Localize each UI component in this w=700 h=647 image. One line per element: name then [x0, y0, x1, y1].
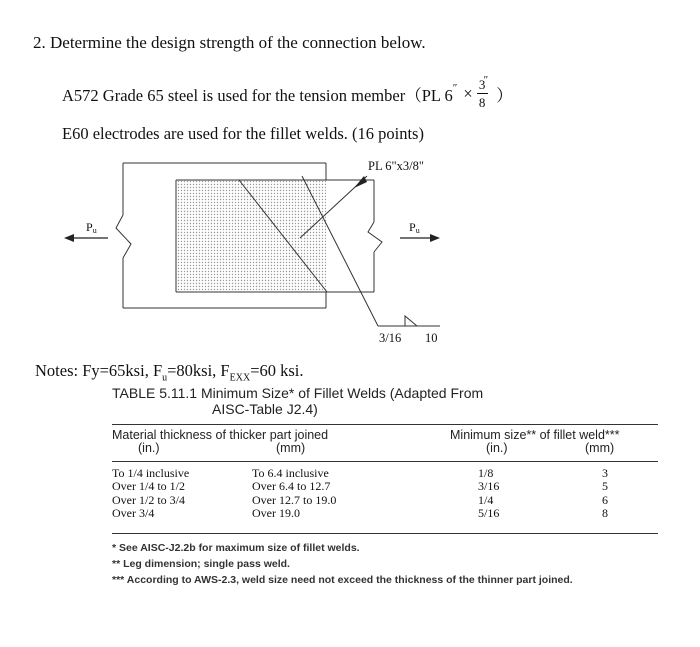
table-top-rule: [112, 424, 658, 425]
header-material-thickness-label: Material thickness of thicker part joined: [112, 428, 329, 442]
question-title: 2. Determine the design strength of the connection below.: [33, 33, 426, 52]
fraction-inch-mark: ″: [483, 73, 489, 86]
table-cell: Over 6.4 to 12.7: [252, 479, 331, 494]
times-sign: ×: [463, 83, 473, 103]
inch-mark: ″: [452, 81, 458, 94]
left-load-label: [86, 220, 97, 235]
notes-text: Notes: Fy=65ksi, F: [35, 361, 163, 380]
notes-line: [35, 361, 304, 383]
left-load-symbol: P: [86, 220, 93, 234]
table-cell: 5: [602, 479, 608, 494]
notes-fexx-value: =60 ksi.: [250, 361, 304, 380]
table-title-line1: TABLE 5.11.1 Minimum Size* of Fillet Welds (Adapted From: [112, 385, 484, 401]
table-title: [112, 385, 483, 417]
table-cell: Over 1/2 to 3/4: [112, 492, 185, 507]
header-size-in: (in.): [486, 441, 508, 455]
table-cell: 1/4: [478, 492, 494, 507]
right-load-symbol: P: [409, 220, 416, 234]
table-cell: 8: [602, 506, 608, 521]
column-min-size-in: [478, 467, 499, 521]
table-footnotes: [112, 540, 592, 588]
notes-fu-value: =80ksi, F: [167, 361, 230, 380]
table-header-rule: [112, 461, 658, 462]
plate-label: PL 6"x3/8": [368, 159, 424, 173]
column-min-size-mm: [598, 467, 612, 521]
table-cell: Over 1/4 to 1/2: [112, 479, 185, 494]
fraction-numerator: 3: [478, 77, 486, 92]
weld-length-label: 10: [425, 331, 438, 345]
table-cell: Over 3/4: [112, 506, 155, 521]
header-minimum-size-label: Minimum size** of fillet weld***: [450, 428, 620, 442]
table-cell: Over 19.0: [252, 506, 300, 521]
table-title-line2: AISC-Table J2.4): [212, 401, 318, 417]
header-material-thickness: [112, 429, 328, 455]
header-minimum-size: [450, 429, 620, 455]
column-thickness-in: [112, 467, 189, 521]
table-cell: To 6.4 inclusive: [252, 466, 329, 480]
header-size-mm: (mm): [585, 441, 615, 455]
table-cell: To 1/4 inclusive: [112, 466, 190, 480]
right-load-subscript: u: [415, 226, 420, 235]
table-cell: 5/16: [478, 506, 500, 521]
steel-text: A572 Grade 65 steel is used for the tension member（PL 6: [62, 85, 453, 105]
footnote-1: * See AISC-J2.2b for maximum size of fillet welds.: [112, 542, 360, 554]
weld-symbol: [378, 316, 440, 326]
header-thickness-in: (in.): [138, 441, 160, 455]
header-thickness-mm: (mm): [276, 441, 306, 455]
right-load-arrow: [400, 234, 440, 242]
electrode-statement: E60 electrodes are used for the fillet welds. (16 points): [62, 124, 424, 143]
right-load-label: [409, 220, 420, 235]
table-cell: Over 12.7 to 19.0: [252, 492, 337, 507]
column-thickness-mm: [252, 467, 336, 521]
left-load-arrow: [64, 234, 108, 242]
footnote-3: *** According to AWS-2.3, weld size need not exceed the thickness of the thinner part joined.: [112, 574, 573, 586]
table-cell: 3: [602, 466, 608, 480]
weld-size-label: 3/16: [379, 331, 402, 345]
left-load-subscript: u: [92, 226, 97, 235]
steel-close-paren: ）: [496, 85, 513, 105]
table-bottom-rule: [112, 533, 658, 534]
table-cell: 3/16: [478, 479, 500, 494]
fexx-subscript: EXX: [229, 372, 251, 384]
table-cell: 6: [602, 492, 608, 507]
footnote-2: ** Leg dimension; single pass weld.: [112, 558, 290, 570]
fraction-denominator: 8: [478, 95, 486, 110]
fu-subscript: u: [162, 372, 168, 384]
table-cell: 1/8: [478, 466, 494, 480]
tension-plate: [176, 180, 382, 292]
